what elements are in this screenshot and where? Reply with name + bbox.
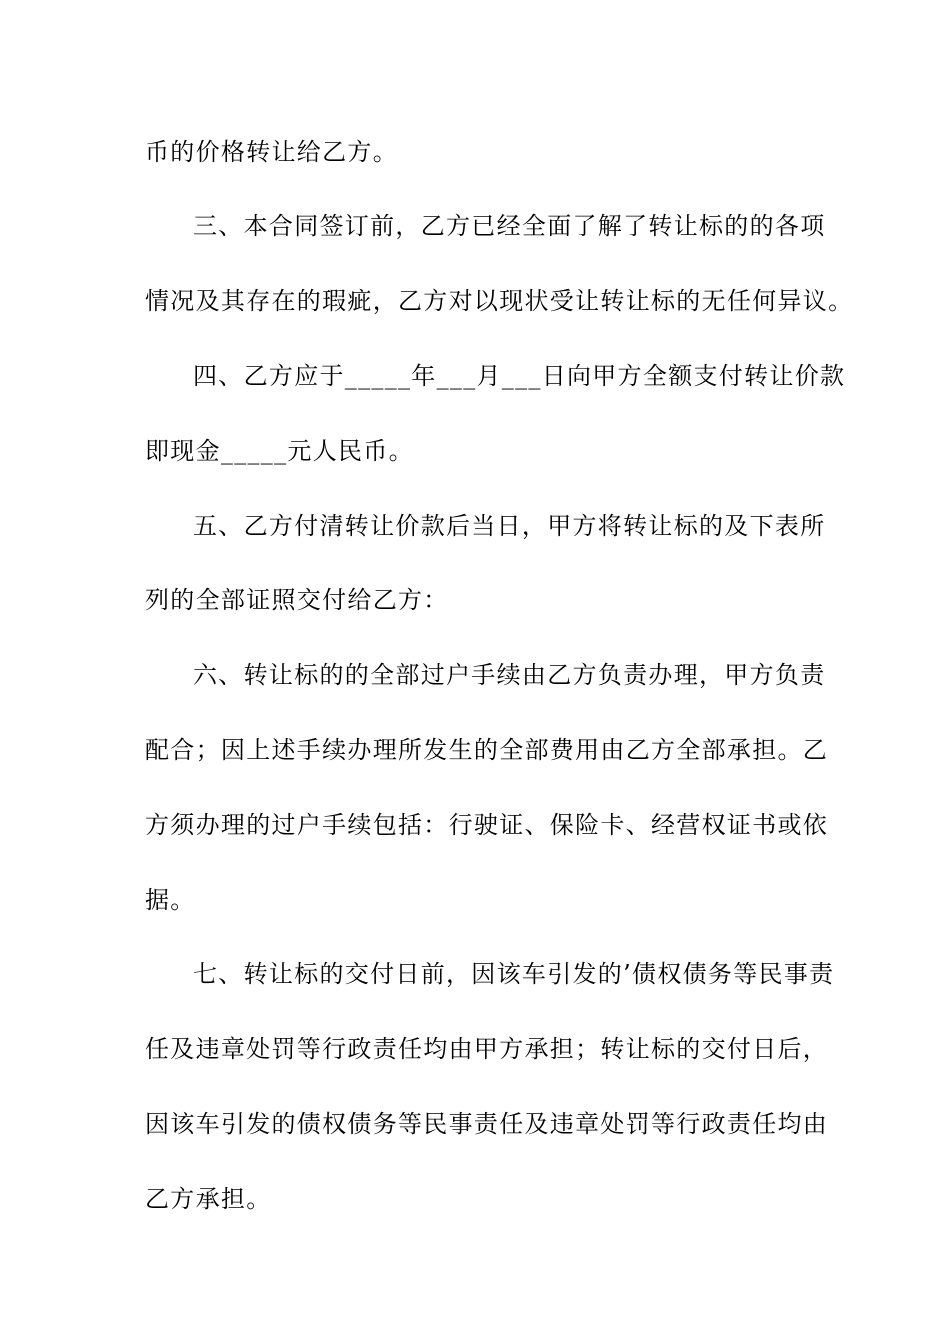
- text-line: 情况及其存在的瑕疵，乙方对以现状受让转让标的无任何异议。: [145, 287, 854, 315]
- clause-7-heading-line: 七、转让标的交付日前，因该车引发的’债权债务等民事责: [193, 960, 835, 988]
- clause-3-heading-line: 三、本合同签订前，乙方已经全面了解了转让标的的各项: [193, 212, 826, 240]
- clause-6-heading-line: 六、转让标的的全部过户手续由乙方负责办理，甲方负责: [193, 661, 826, 689]
- clause-5-heading-line: 五、乙方付清转让价款后当日，甲方将转让标的及下表所: [193, 512, 826, 540]
- text-line: 即现金_____元人民币。: [145, 437, 414, 465]
- text-line: 币的价格转让给乙方。: [145, 138, 398, 166]
- text-line: 配合；因上述手续办理所发生的全部费用由乙方全部承担。乙: [145, 736, 829, 764]
- text-line: 方须办理的过户手续包括：行驶证、保险卡、经营权证书或依: [145, 811, 829, 839]
- text-line: 据。: [145, 886, 196, 914]
- text-line: 任及违章处罚等行政责任均由甲方承担；转让标的交付日后，: [145, 1035, 829, 1063]
- text-line: 因该车引发的债权债务等民事责任及违章处罚等行政责任均由: [145, 1110, 829, 1138]
- clause-4-heading-line: 四、乙方应于_____年___月___日向甲方全额支付转让价款: [193, 362, 846, 390]
- text-line: 乙方承担。: [145, 1185, 272, 1213]
- text-line: 列的全部证照交付给乙方：: [145, 586, 449, 614]
